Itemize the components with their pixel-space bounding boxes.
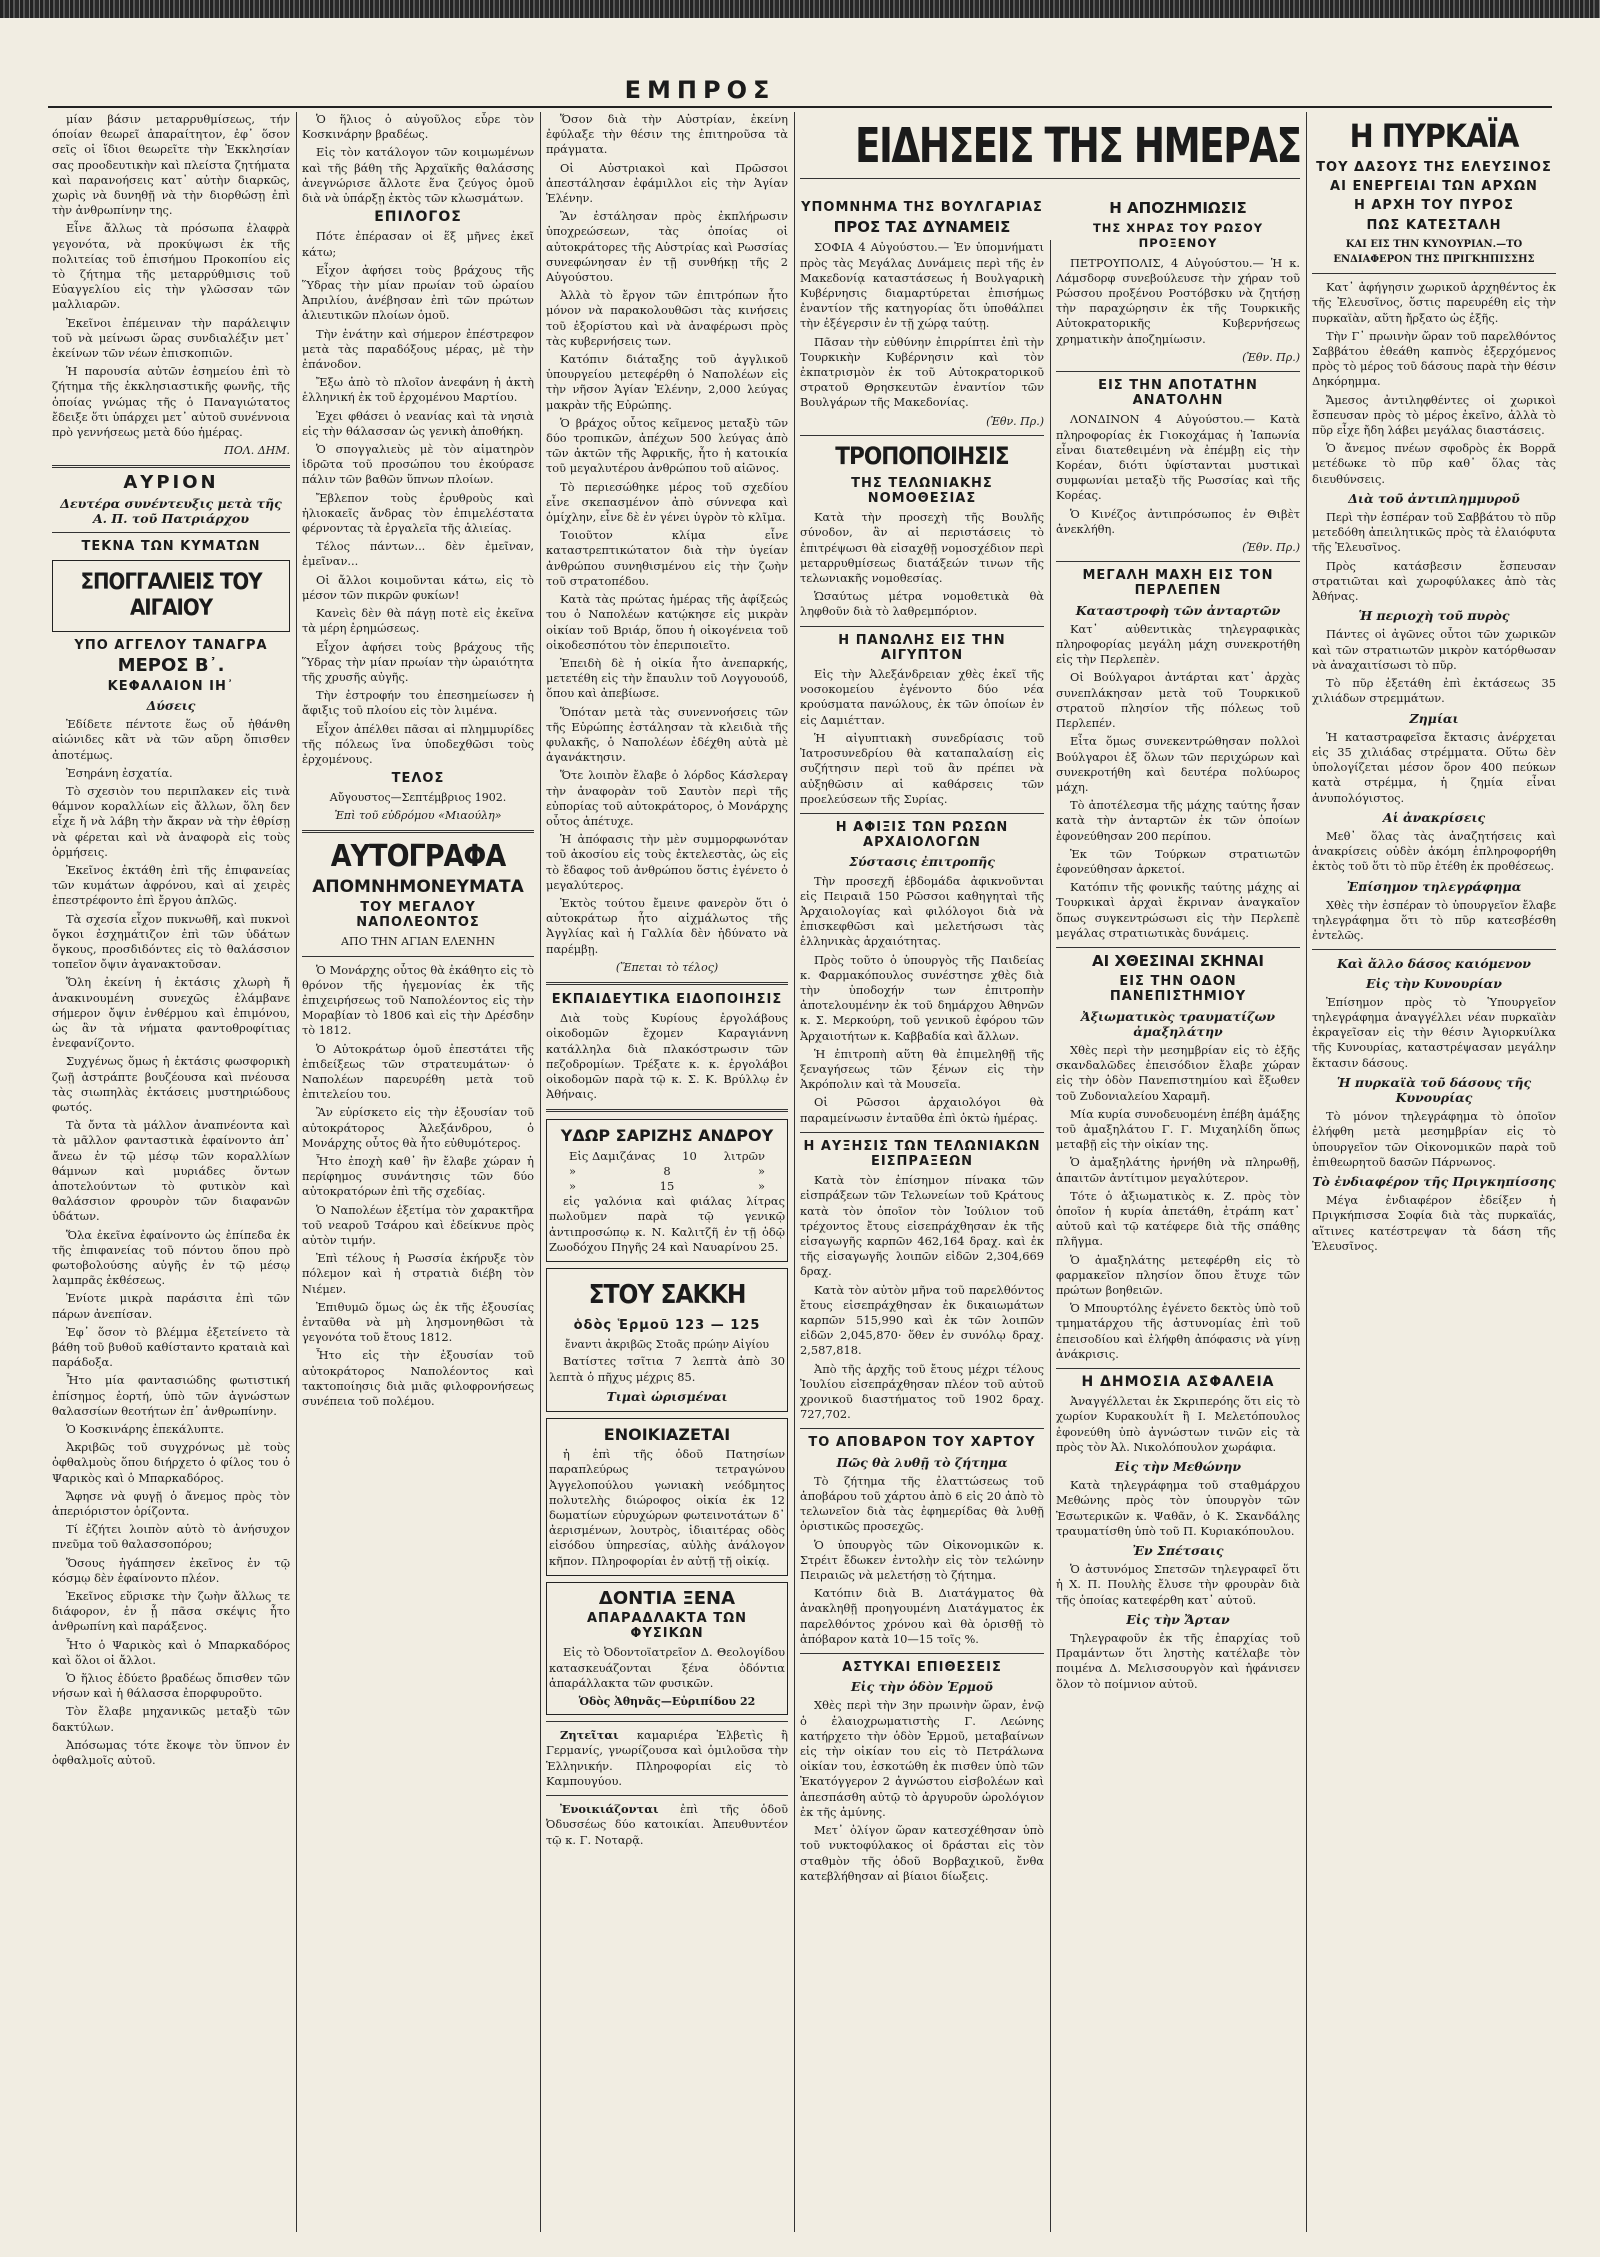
- paragraph: Τὴν ἐνάτην καὶ σήμερον ἐπέστρεφον μετὰ τὰς παραδόξους μέρας, μὲ τὴν ἐπάνοδον.: [302, 326, 534, 372]
- paragraph: Ὁ Αὐτοκράτωρ ὁμοῦ ἐπεστάτει τῆς ἐπιδείξεως τῶν στρατευμάτων· ὁ Ναπολέων παρευρέθη μετὰ τοῦ ἐπιτελείου του.: [302, 1041, 534, 1102]
- paragraph: Οἱ Αὐστριακοὶ καὶ Πρῶσσοι ἀπεστάλησαν ἐφάμιλλοι εἰς τὴν Ἁγίαν Ἑλένην.: [546, 160, 788, 206]
- source: (Ἐθν. Πρ.): [1242, 541, 1300, 555]
- paragraph: Τηλεγραφοῦν ἐκ τῆς ἐπαρχίας τοῦ Πραμάντων ὅτι ληστὴς κατέλαβε τὸν ποιμένα Δ. Μελισσουργὸν καὶ ἠφάνισεν ὅλον τὸ ποίμνιον αὐτοῦ.: [1056, 1631, 1300, 1691]
- price-label: Εἰς Δαμιζάνας: [569, 1148, 656, 1163]
- ad-title: ΥΔΩΡ ΣΑΡΙΖΗΣ ΑΝΔΡΟΥ: [560, 1126, 774, 1146]
- ad-body: Διὰ τοὺς Κυρίους ἐργολάβους οἰκοδομῶν ἔχομεν Καραγιάννη κατάλληλα διὰ πλακόστρωσιν τῶν πεζοδρομίων. Τρέξατε κ. κ. ἐργολάβοι οἰκοδομῶν παρὰ τῷ κ. Σ. Κ. Βρύλλῳ ἐν Ἀθήναις.: [546, 1011, 788, 1102]
- section-subheading: Αἱ ἀνακρίσεις: [1382, 809, 1486, 825]
- article-title: Η ΑΠΟΖΗΜΙΩΣΙΣ: [1109, 199, 1247, 217]
- paragraph: Ἡ αἰγυπτιακὴ συνεδρίασις τοῦ Ἰατροσυνεδρίου θὰ καταπαλαίσῃ εἰς συζήτησιν περὶ τοῦ ἂν πρέπει νὰ αὐξηθῶσιν αἱ καθάρσεις τῶν προελεύσεων τῆς Συρίας.: [800, 730, 1044, 806]
- paragraph: Τὸ περιεσώθηκε μέρος τοῦ σχεδίου εἶνε σκεπασμένον ἀπὸ σύννεφα καὶ ὁμίχλην, εἶνε δὲ ἐν γένει ὑγρὸν τὸ κλῖμα.: [546, 479, 788, 525]
- paragraph: Χθὲς περὶ τὴν μεσημβρίαν εἰς τὸ ἐξῆς σκανδαλῶδες ἐπεισόδιον ἔλαβε χώραν εἰς τὴν ὁδὸν Πανεπιστημίου καὶ ἔξωθεν τοῦ Ζυδονιαλείου Χαραμῆ.: [1056, 1042, 1300, 1103]
- column-rule: [540, 112, 541, 2232]
- serial-title: ΣΠΟΓΓΑΛΙΕΙΣ ΤΟΥ ΑΙΓΑΙΟΥ: [80, 570, 262, 622]
- ad-note: Τιμαὶ ὡρισμέναι: [606, 1388, 728, 1404]
- divider: [800, 178, 1300, 179]
- fire-subtitle-4: ΠΩΣ ΚΑΤΕΣΤΑΛΗ: [1366, 217, 1502, 233]
- article-title: ΤΟ ΑΠΟΒΑΡΟΝ ΤΟΥ ΧΑΡΤΟΥ: [808, 1435, 1036, 1451]
- article-title: ΑΙ ΧΘΕΣΙΝΑΙ ΣΚΗΝΑΙ: [1092, 951, 1264, 970]
- news-header: [800, 112, 1300, 185]
- paragraph: Ὅτε λοιπὸν ἔλαβε ὁ λόρδος Κάσλεραγ τὴν ἀναφορὰν τοῦ Σαυτὸν περὶ τῆς εὐπορίας τοῦ αὐτοκράτορος, ὁ Μονάρχης οὗτος ἀπέτυχε.: [546, 768, 788, 828]
- paragraph: Ἦτο εἰς τὴν ἐξουσίαν τοῦ αὐτοκράτορος Ναπολέοντος καὶ τακτοποίησις διὰ μιᾶς φιλοφρονήσεως συνέπεια τοῦ πολέμου.: [302, 1348, 534, 1409]
- paragraph: Περὶ τὴν ἑσπέραν τοῦ Σαββάτου τὸ πῦρ μετεδόθη ἀπειλητικῶς πρὸς τὰ ἐλαιόφυτα τῆς Ἐλευσῖνος.: [1312, 510, 1556, 555]
- serial-part: ΜΕΡΟΣ Β᾽.: [117, 655, 225, 677]
- ad-body: εἰς γαλόνια καὶ φιάλας λίτρας πωλοῦμεν παρὰ τῷ γενικῷ ἀντιπροσώπῳ κ. Ν. Καλιτζῆ ἐν τῇ ὁδῷ Ζωοδόχου Πηγῆς 24 καὶ Ναυαρίνου 25.: [549, 1194, 785, 1254]
- paragraph: Ἐκεῖνος εὕρισκε τὴν ζωὴν ἄλλως τε διάφορον, ἐν ᾗ πᾶσα σκέψις ἦτο ἀνθρωπίνη καὶ παράξενος.: [52, 1589, 290, 1634]
- chapter-title: Δύσεις: [146, 697, 196, 713]
- ad-title: ΣΤΟΥ ΣΑΚΚΗ: [588, 1280, 746, 1311]
- paragraph: Ἄμεσος ἀντιληφθέντες οἱ χωρικοὶ ἔσπευσαν πρὸς τὸ μέρος ἐκεῖνο, ἀλλὰ τὸ πῦρ εἶχε ἤδη λάβει μεγάλας διαστάσεις.: [1312, 392, 1556, 438]
- divider: [302, 956, 534, 957]
- fire-title: Η ΠΥΡΚΑΪΑ: [1349, 117, 1519, 155]
- paragraph: Ἂν εὑρίσκετο εἰς τὴν ἐξουσίαν τοῦ αὐτοκράτορος Ἀλεξάνδρου, ὁ Μονάρχης οὗτος θὰ ἦτο εὐθυμότερος.: [302, 1105, 534, 1150]
- paragraph: Τὸν ἔλαβε μηχανικῶς μεταξὺ τῶν δακτύλων.: [52, 1704, 290, 1734]
- paragraph: Εἰς τὴν Ἀλεξάνδρειαν χθὲς ἐκεῖ τῆς νοσοκομείου ἐγένοντο δύο νέα κρούσματα πανώλους, ἐκ τῶν ὁποίων ἐν εἰς Δαμιέτταν.: [800, 667, 1044, 727]
- fire-subtitle-2: ΑΙ ΕΝΕΡΓΕΙΑΙ ΤΩΝ ΑΡΧΩΝ: [1330, 179, 1538, 195]
- paragraph: Εἶνε ἄλλως τὰ πρόσωπα ἐλαφρὰ γεγονότα, νὰ προκύψωσι ἐκ τῆς πολιτείας τοῦ ἐπισήμου Προκοπίου εἰς τὸ ζήτημα τῆς μεταρρύθμισις τοῦ Εὐαγγελίου εἰς τὴν γλῶσσαν τῶν μαλλιαρῶν.: [52, 221, 290, 312]
- paragraph: Κατὰ τὴν προσεχὴ τῆς Βουλῆς σύνοδον, ἂν αἱ περιστάσεις τὸ ἐπιτρέψωσι θὰ εἰσαχθῇ νομοσχέδιον περὶ μεταρρυθμίσεως διατάξεών τινων τῆς τελωνιακῆς νομοθεσίας.: [800, 510, 1044, 586]
- paragraph: Χθὲς περὶ τὴν 3ην πρωινὴν ὥραν, ἐνῷ ὁ ἐλαιοχρωματιστὴς Γ. Λεώνης κατήρχετο τὴν ὁδὸν Ἑρμοῦ, μεταβαίνων εἰς τὴν οἰκίαν του εἰς τὸ Πετράλωνα οἰκίαν του, ἐσκοτώθη ἐκ πισθεν ὑπὸ τῶν Ἐκατόγγερον 2 ἀγνώστου εἰσβολέων καὶ ἀπεσπάσθη αὐτῷ τὸ ἀργυροῦν ὡρολόγιον ἐκ τῆς ἀμύνης.: [800, 1698, 1044, 1819]
- paragraph: Ὁ ἀμαξηλάτης μετεφέρθη εἰς τὸ φαρμακεῖον πλησίον ὅπου ἔτυχε τῶν πρώτων βοηθειῶν.: [1056, 1252, 1300, 1297]
- ad-title: Ἐνοικιάζονται: [560, 1802, 659, 1817]
- paragraph: Κατὰ τὸν αὐτὸν μῆνα τοῦ παρελθόντος ἔτους εἰσεπράχθησαν ἐκ δικαιωμάτων καρπῶν 515,990 καὶ ἐκ τῶν λοιπῶν εἰδῶν 2,045,870· ὅθεν ἐν συνόλῳ δραχ. 2,587,818.: [800, 1282, 1044, 1358]
- paragraph: Εἶτα ὅμως συνεκεντρώθησαν πολλοὶ Βούλγαροι ἐξ ὅλων τῶν περιχώρων καὶ συνεκροτήθη καὶ δευτέρα πολύωρος μάχη.: [1056, 734, 1300, 794]
- paragraph: Κατ᾽ αὐθεντικὰς τηλεγραφικὰς πληροφορίας μεγάλη μάχη συνεκροτήθη εἰς τὴν Περλεπὲν.: [1056, 621, 1300, 667]
- divider: [546, 1721, 788, 1722]
- autographs-subtitle-2: ΤΟΥ ΜΕΓΑΛΟΥ ΝΑΠΟΛΕΟΝΤΟΣ: [356, 899, 480, 931]
- paragraph: Τέλος πάντων... δὲν ἐμεῖναν, ἐμεῖναν...: [302, 539, 534, 569]
- source: (Ἐθν. Πρ.): [1242, 350, 1300, 364]
- section-subheading: Καὶ ἄλλο δάσος καιόμενον: [1336, 956, 1531, 972]
- paragraph: Κανεὶς δὲν θὰ πάγῃ ποτὲ εἰς ἐκεῖνα τὰ μέρη ἐρημώσεως.: [302, 606, 534, 636]
- article-subtitle: ΕΙΣ ΤΗΝ ΟΔΟΝ ΠΑΝΕΠΙΣΤΗΜΙΟΥ: [1109, 974, 1247, 1005]
- column-rule: [1306, 112, 1307, 2232]
- paragraph: Εἶχον ἀφήσει τοὺς βράχους τῆς Ὕδρας τὴν μίαν πρωίαν τοῦ ὡραίου Ἀπριλίου, ἀνέβησαν ἐπὶ τῶν πρώτων ἁλιευτικῶν πλοίων ὁμοῦ.: [302, 262, 534, 323]
- article-subtitle: Σύστασις ἐπιτροπῆς: [849, 854, 995, 870]
- divider: [800, 813, 1044, 814]
- paragraph: Μετ᾽ ὀλίγον ὥραν κατεσχέθησαν ὑπὸ τοῦ νυκτοφύλακος οἱ δράσται εἰς τὸν σταθμὸν τῆς ὁδοῦ Βορβαχικοῦ, ἔνθα κατεβλήθησαν αἱ βίαιοι δίωξεις.: [800, 1823, 1044, 1883]
- article-subtitle: Εἰς τὴν Ἄρταν: [1126, 1611, 1230, 1627]
- paragraph: Πάντες οἱ ἀγῶνες οὗτοι τῶν χωρικῶν καὶ τῶν στρατιωτῶν μικρὸν κατόρθωσαν νὰ ἀναχαιτίσωσι τὸ πῦρ.: [1312, 627, 1556, 672]
- paragraph: Ὅλα ἐκεῖνα ἐφαίνοντο ὡς ἐπίπεδα ἐκ τῆς ἐπιφανείας τοῦ πόντου ὅπου πρὸ φωτοβολούσης αὐγῆς ἐν τῷ μέσῳ λαμπρᾶς ἐκθέσεως.: [52, 1227, 290, 1288]
- fire-subtitle-5: ΚΑΙ ΕΙΣ ΤΗΝ ΚΥΝΟΥΡΙΑΝ.—ΤΟ ΕΝΔΙΑΦΕΡΟΝ ΤΗΣ ΠΡΙΓΚΗΠΙΣΣΗΣ: [1333, 238, 1535, 266]
- dentist-ad: [546, 1582, 788, 1715]
- paragraph: Ὁ Μονάρχης οὗτος θὰ ἐκάθητο εἰς τὸ θρόνον τῆς ἡγεμονίας ἐκ τῆς ἐπιχειρήσεως τοῦ Ναπολέοντος εἰς τὴν Μοραβίαν τὸ 1806 καὶ εἰς τὴν Δρέσδην τὸ 1812.: [302, 962, 534, 1038]
- section-subheading: Τὸ ἐνδιαφέρον τῆς Πριγκηπίσσης: [1312, 1173, 1556, 1189]
- paragraph: Ἦτο ὁ Ψαρικὸς καὶ ὁ Μπαρκαδόρος καὶ ὅλοι οἱ ἄλλοι.: [52, 1637, 290, 1667]
- paragraph: Εἶχον ἀπέλθει πᾶσαι αἱ πλημμυρίδες τῆς πόλεως ἵνα ὑποδεχθῶσι τοὺς ἐρχομένους.: [302, 721, 534, 766]
- serial-body: [52, 717, 290, 1768]
- paragraph: Ἐκ τῶν Τούρκων στρατιωτῶν ἐφονεύθησαν ἀρκετοί.: [1056, 846, 1300, 876]
- news-title: ΕΙΔΗΣΕΙΣ ΤΗΣ ΗΜΕΡΑΣ: [855, 118, 1301, 174]
- article-title: ΕΙΣ ΤΗΝ ΑΠΟΤΑΤΗΝ ΑΝΑΤΟΛΗΝ: [1098, 378, 1258, 409]
- epilogue-title: ΕΠΙΛΟΓΟΣ: [374, 209, 462, 226]
- paragraph: Ἐπειδὴ δὲ ἡ οἰκία ἦτο ἀνεπαρκής, μετετέθη εἰς τὴν ἔπαυλιν τοῦ Λογγουούδ, ὅπου καὶ ἀπεβίωσε.: [546, 655, 788, 701]
- paragraph: ΠΕΤΡΟΥΠΟΛΙΣ, 4 Αὐγούστου.— Ἡ κ. Λάμσδορφ συνεβούλευσε τὴν χήραν τοῦ Ρώσσου προξένου Ροστόβσκυ νὰ ζητήσῃ τὴν παραχώρησιν ἐκ τῆς Τουρκικῆς Αὐτοκρατορικῆς Κυβερνήσεως χρηματικὴν ἀποζημίωσιν.: [1056, 255, 1300, 346]
- paragraph: Ἐπιθυμῶ ὅμως ὡς ἐκ τῆς ἐξουσίας ἐνταῦθα νὰ μὴ λησμονηθῶσι τὰ γεγονότα τοῦ ἔτους 1812.: [302, 1299, 534, 1345]
- paragraph: Ὁ σπογγαλιεὺς μὲ τὸν αἱματηρὸν ἱδρῶτα τοῦ προσώπου του ἐκούρασε πάλιν τῶν βαθῶν ὕπνων πλοίων.: [302, 442, 534, 487]
- paragraph: Ἀναγγέλλεται ἐκ Σκριπερόης ὅτι εἰς τὸ χωρίον Κυρακουλίτ ἢ Ι. Μελετόπουλος ἐφονεύθη ὑπὸ ἀγνώστων τινῶν εἰς τὰ πρὸς τὸν Ἀλ. Νικολόπουλον χωράφια.: [1056, 1394, 1300, 1454]
- paragraph: Τὸ σχεσιὸν του περιπλακεν εἰς τινὰ θάμνον κοραλλίων εἰς ἄλλων, ὅλη δεν εἶχε ἤ νὰ λάβη τὴν ἄκραν νὰ τὴν ἐθρίσῃ νὰ φέρεται καὶ νὰ ἀναφορὰ εἰς τοὺς ὁρμήσεις.: [52, 783, 290, 859]
- serial-title-box: [52, 560, 290, 632]
- serial-chapter: ΚΕΦΑΛΑΙΟΝ ΙΗ᾽: [107, 678, 235, 694]
- serial-label: ΤΕΚΝΑ ΤΩΝ ΚΥΜΑΤΩΝ: [81, 539, 261, 555]
- paragraph: Ἐχει φθάσει ὁ νεανίας καὶ τὰ νησιὰ εἰς τὴν θάλασσαν ὡς γενικὴ ἀποθήκη.: [302, 408, 534, 438]
- paragraph: Οἱ ἄλλοι κοιμοῦνται κάτω, εἰς τὸ μέσον τῶν πικρῶν φυκίων!: [302, 572, 534, 602]
- price-unit: »: [757, 1163, 765, 1178]
- paragraph: Τί ἐζήτει λοιπὸν αὐτὸ τὸ ἀνήσυχον πνεῦμα τοῦ θαλασσοπόρου;: [52, 1522, 290, 1552]
- paragraph: Ὅσους ἠγάπησεν ἐκεῖνος ἐν τῷ κόσμῳ δὲν ἐφαίνοντο πλέον.: [52, 1555, 290, 1585]
- paragraph: Ἐσηράνη ἐσχατία.: [66, 765, 173, 780]
- price-label: »: [569, 1179, 577, 1193]
- paragraph: Ὁ ἥλιος ὁ αὐγοῦλος εὗρε τὸν Κοσκινάρην βραδέως.: [302, 112, 534, 142]
- divider: [302, 830, 534, 833]
- divider: [546, 1795, 788, 1796]
- paragraph: Ἀκριβῶς τοῦ συγχρόνως μὲ τοὺς ὀφθαλμοὺς ὅπου διήρχετο ὁ φίλος του ὁ Ψαρικὸς καὶ ὁ Μπαρκαδόρος.: [52, 1440, 290, 1485]
- paragraph: Κατὰ τὰς πρώτας ἡμέρας τῆς ἀφίξεώς του ὁ Ναπολέων κατῴκησε εἰς μικρὰν οἰκίαν τοῦ Βριάρ, ὅπου ἡ οἰκογένεια τοῦ οἰκοδεσπότου τὸν ἐπεριποιεῖτο.: [546, 592, 788, 652]
- section-subheading: Ἡ πυρκαϊὰ τοῦ δάσους τῆς Κυνουρίας: [1336, 1074, 1532, 1105]
- paragraph: Ἡ ἐπιτροπὴ αὕτη θὰ ἐπιμεληθῇ τῆς ξεναγήσεως τῶν ξένων εἰς τὴν Ἀκρόπολιν καὶ τὰ Μουσεῖα.: [800, 1046, 1044, 1092]
- article-title: ΑΣΤΥΚΑΙ ΕΠΙΘΕΣΕΙΣ: [842, 1660, 1002, 1676]
- end-place: Ἐπὶ τοῦ εὐδρόμου «Μιαούλη»: [334, 808, 502, 822]
- price-quantity: 15: [659, 1179, 675, 1193]
- paragraph: Ἡ ἀπόφασις τὴν μὲν συμμορφωνόταν τοῦ ἀκοσίου εἰς τοὺς ἐκτελεστὰς, ὡς εἰς τὸ ἔδαφος τοῦ ἀνθρώπου ὅστις ἐγένετο ὁ μεγαλύτερος.: [546, 832, 788, 892]
- article-subtitle: Καταστροφὴ τῶν ἀνταρτῶν: [1075, 602, 1281, 618]
- column-5: [1056, 196, 1300, 2232]
- paragraph: ΣΟΦΙΑ 4 Αὐγούστου.— Ἐν ὑπομνήματι πρὸς τὰς Μεγάλας Δυνάμεις περὶ τῆς ἐν Μακεδονίᾳ καταστάσεως ἡ Βουλγαρικὴ Κυβέρνησις διαμαρτύρεται ἐπισήμως ἐναντίον τῆς κατηγορίας ὅτι ὑποθάλπει τὴν ἐξέγερσιν ἐν τῇ χώρᾳ ταύτῃ.: [800, 240, 1044, 331]
- paragraph: μίαν βάσιν μεταρρυθμίσεως, τήν όποίαν θεωρεῖ ἀπαραίτητον, ἐφ᾽ ὅσον σεῖς οἱ ἴδιοι θεωρεῖτε τὴν Ἐκκλησίαν σας προοδευτικὴν καὶ πλείστα ζητήματα καὶ παρανοήσεις κατ᾽ αὐτὴν διαρκῶς, χωρὶς νὰ δυνηθῇ νὰ τὴν διορθώσῃ ἐπὶ τὴν ἀνθρωπίνην της.: [52, 112, 290, 218]
- ad-title: ΕΝΟΙΚΙΑΖΕΤΑΙ: [603, 1425, 731, 1445]
- paragraph: Ἐκτὸς τούτου ἔμεινε φανερὸν ὅτι ὁ αὐτοκράτωρ ἦτο αἰχμάλωτος τῆς Ἀγγλίας καὶ ἡ Γαλλία δὲν ἠδύνατο νὰ παρέμβῃ.: [546, 895, 788, 956]
- price-row: [549, 1179, 785, 1194]
- section-subheading: Διὰ τοῦ ἀντιπλημμυροῦ: [1348, 490, 1520, 506]
- ad-body: ἐπὶ τῆς ὁδοῦ Ὀδυσσέως δύο κατοικίαι. Ἀπευθυντέον τῷ κ. Γ. Νοταρᾷ.: [546, 1802, 788, 1847]
- paragraph: Τὸ ζήτημα τῆς ἐλαττώσεως τοῦ ἀποβάρου τοῦ χάρτου ἀπὸ 6 εἰς 20 ἀπὸ τὸ τελωνεῖον διὰ τὰς ἐφημερίδας θὰ λυθῇ ὁριστικῶς προσεχῶς.: [800, 1473, 1044, 1534]
- divider: [52, 465, 290, 468]
- paragraph: Οἱ Βούλγαροι ἀντάρται κατ᾽ ἀρχὰς συνεπλάκησαν μετὰ τοῦ Τουρκικοῦ στρατοῦ πλησίον τῆς πόλεως τοῦ Περλεπέν.: [1056, 670, 1300, 731]
- article-subtitle-2: Ἀξιωματικὸς τραυματίζων ἀμαξηλάτην: [1080, 1008, 1276, 1039]
- paragraph: Ἡ παρουσία αὐτῶν ἐσημείου ἐπὶ τὸ ζήτημα τῆς ἐκκλησιαστικῆς φωνῆς, τῆς ὁποίας γνώμας τῆς ὁ Παναγιώτατος ἔδειξε ὅτι ὑπάρχει μετ᾽ αὐτοῦ συνέννοια πρὸ γεννήσεως μετὰ δύο ἡμέρας.: [52, 364, 290, 440]
- signature: ΠΟΛ. ΔΗΜ.: [224, 444, 290, 458]
- column-6: [1312, 112, 1556, 2232]
- paragraph: Ὁ Μπουρτόλης ἐγένετο δεκτὸς ὑπὸ τοῦ τμηματάρχου τῆς ἀστυνομίας ἐπὶ τοῦ ἐπεισοδίου καὶ ἐλήφθη ἀπόφασις νὰ γίνῃ ἀνάκρισις.: [1056, 1301, 1300, 1361]
- paragraph: Ἡ καταστραφεῖσα ἔκτασις ἀνέρχεται εἰς 35 χιλιάδας στρέμματα. Οὕτω δὲν ὑπολογίζεται μέσον ὅρον 400 πεύκων κατὰ στρέμμα, ἡ ζημία εἶναι ἀνυπολόγιστος.: [1312, 729, 1556, 805]
- paragraph: Συχγένως ὅμως ἡ ἐκτάσις φωσφορικὴ ζωῇ ἀστράπτε βουζέουσα καὶ πνέουσα τὰς σιωπηλὰς ἐκτάσεις μυστηριώδους φωτός.: [52, 1054, 290, 1114]
- paragraph: Ὁ ἀστυνόμος Σπετσῶν τηλεγραφεῖ ὅτι ἡ Χ. Π. Πουλὴς ἔλυσε τὴν φρουρὰν διὰ τῆς ὁποίας κατεφέρθη κατ᾽ αὐτοῦ.: [1056, 1562, 1300, 1607]
- rent-ad: [546, 1418, 788, 1576]
- paragraph: Μεθ᾽ ὅλας τὰς ἀναζητήσεις καὶ ἀνακρίσεις οὐδὲν ἀκόμη ἐπληροφορήθη ἐκτὸς τοῦ ὅτι τὸ πῦρ ἐτέθη ἐκ προθέσεως.: [1312, 828, 1556, 874]
- paragraph: Ὅπόταν μετὰ τὰς συνεννοήσεις τῶν τῆς Εὐρώπης ἐστάλησαν τὰ κλειδιὰ τῆς φυλακῆς, ὁ Ναπολέων ἐδέχθη αὐτὰ μὲ ἀγανάκτησιν.: [546, 704, 788, 765]
- ad-title: ΕΚΠΑΙΔΕΥΤΙΚΑ ΕΙΔΟΠΟΙΗΣΙΣ: [551, 991, 783, 1007]
- article-title: ΤΡΟΠΟΠΟΙΗΣΙΣ: [835, 441, 1009, 470]
- paragraph: Τὴν Γ᾽ πρωινὴν ὥραν τοῦ παρελθόντος Σαββάτου ἐθεάθη καπνὸς ἐξερχόμενος πρὸς τὸ μέρος τοῦ δάσους παρὰ τὴν θέσιν Δηκόρημμα.: [1312, 328, 1556, 389]
- divider: [800, 1132, 1044, 1133]
- ad-body: καμαριέρα Ἑλβετὶς ἢ Γερμανίς, γνωρίζουσα καὶ ὁμιλοῦσα τὴν Ἑλληνικήν. Πληροφορίαι εἰς τὸ Καμπουγύου.: [546, 1728, 788, 1788]
- paragraph: Εἶχον ἀφήσει τοὺς βράχους τῆς Ὕδρας τὴν μίαν πρωίαν τὴν ὡραιότητα τῆς χρυσῆς αὐγῆς.: [302, 639, 534, 684]
- paragraph: Ὁ ὑπουργὸς τῶν Οἰκονομικῶν κ. Στρέιτ ἔδωκεν ἐντολὴν εἰς τὸν τελώνην Πειραιῶς νὰ μελετήσῃ τὸ ζήτημα.: [800, 1537, 1044, 1583]
- price-row: [549, 1164, 785, 1179]
- divider: [800, 626, 1044, 627]
- intro-article: [52, 112, 290, 440]
- article-subtitle: ΠΡΟΣ ΤΑΣ ΔΥΝΑΜΕΙΣ: [833, 218, 1011, 237]
- end-label: ΤΕΛΟΣ: [391, 771, 445, 787]
- paragraph: Μέγα ἐνδιαφέρον ἐδείξεν ἡ Πριγκήπισσα Σοφία διὰ τὰς πυρκαϊάς, αἵτινες κατέστρεψαν τὰ δάση τῆς Ἐλευσῖνος.: [1312, 1193, 1556, 1253]
- divider: [1056, 947, 1300, 948]
- paragraph: Ἔβλεπον τοὺς ἐρυθροὺς καὶ ἠλιοκαεῖς ἄνδρας τὸν ἐπιμελέστατα φέρνοντας τὰ ἐργαλεῖα τῆς ἁλιείας.: [302, 490, 534, 536]
- column-4: [800, 196, 1044, 2232]
- paragraph: Χθὲς τὴν ἑσπέραν τὸ ὑπουργεῖον ἔλαβε τηλεγράφημα ὅτι τὸ πῦρ κατεσβέσθη ἐντελῶς.: [1312, 897, 1556, 943]
- ad-title: ΔΟΝΤΙΑ ΞΕΝΑ: [598, 1587, 736, 1609]
- paragraph: Ἐδίδετε πέντοτε ἕως οὗ ἠθάνθη αἰώνιδες κἂτ νὰ τῶν αὔρη ὄπισθεν ἀποτέμως.: [52, 717, 290, 762]
- price-row: [549, 1149, 785, 1164]
- paragraph: Ἀπόσωμας τότε ἔκοψε τὸν ὕπνον ἐν ὀφθαλμοῖς αὐτοῦ.: [52, 1737, 290, 1768]
- divider: [1056, 371, 1300, 372]
- paragraph: Ὡσαύτως μέτρα νομοθετικὰ θὰ ληφθοῦν διὰ τὸ λαθρεμπόριον.: [800, 589, 1044, 619]
- continued-note: (Ἕπεται τὸ τέλος): [615, 960, 719, 974]
- paragraph: Τὰ σχεσία εἶχον πυκνωθῆ, καὶ πυκνοὶ ὄγκοι ἐσχημάτιζον ἐπὶ τῶν ὑδάτων ὄγκους, προσδιδόντες εἰς τὸ θαλάσσιον τοπεῖον ὄψιν ἀγανακτοῦσαν.: [52, 911, 290, 972]
- price-unit: »: [757, 1179, 765, 1193]
- divider: [52, 532, 290, 533]
- article-subtitle: ΤΗΣ ΧΗΡΑΣ ΤΟΥ ΡΩΣΟΥ ΠΡΟΞΕΝΟΥ: [1092, 221, 1264, 251]
- serial-author: ΥΠΟ ΑΓΓΕΛΟΥ ΤΑΝΑΓΡΑ: [74, 638, 268, 654]
- section-subheading: Ζημίαι: [1409, 710, 1459, 726]
- paragraph: Κατὰ τὸν ἐπίσημον πίνακα τῶν εἰσπράξεων τῶν Τελωνείων τοῦ Κράτους κατὰ τὸν ὁποῖον τὸν Ἰούλιον τοῦ τρέχοντος ἔτους εἰσεπράχθησαν ἐκ τῆς εἰσαγωγῆς καρπῶν 462,164 δραχ. καὶ ἐκ τῆς εἰσαγωγῆς λοιπῶν εἰδῶν 2,304,669 δραχ.: [800, 1173, 1044, 1279]
- masthead: ΕΜΠΡΟΣ: [624, 76, 776, 104]
- paragraph: Πότε ἐπέρασαν οἱ ἕξ μῆνες ἐκεῖ κάτω;: [302, 229, 534, 259]
- paragraph: Ὁ ἄνεμος πνέων σφοδρὸς ἐκ Βορρᾶ μετέδωκε τὸ πῦρ καθ᾽ ὅλας τὰς διευθύνσεις.: [1312, 441, 1556, 486]
- water-ad: [546, 1119, 788, 1262]
- ad-address: ὁδὸς Ἑρμοῦ 123 — 125: [573, 1318, 761, 1334]
- paragraph: Κατὰ τηλεγράφημα τοῦ σταθμάρχου Μεθώνης πρὸς τὸν ὑπουργὸν τῶν Ἐσωτερικῶν κ. Ψαθᾶν, ὁ Κ. Σκανδάλης τραυματίσθη ὑπὸ τοῦ Π. Κυριακόπουλου.: [1056, 1478, 1300, 1538]
- paragraph: Ὁ Κινέζος ἀντιπρόσωπος ἐν Θιβὲτ ἀνεκλήθη.: [1056, 506, 1300, 536]
- paragraph: Ὁ Κοσκινάρης ἐπεκάλυπτε.: [66, 1422, 225, 1437]
- source: (Ἐθν. Πρ.): [986, 414, 1044, 428]
- section-subheading: Δευτέρα συνέντευξις μετὰ τῆς Α. Π. τοῦ Πατριάρχου: [60, 495, 282, 526]
- ad-address: Ὁδὸς Ἀθηνᾶς—Εὐριπίδου 22: [578, 1695, 756, 1709]
- column-3: [546, 112, 788, 2232]
- paragraph: Ὅσον διὰ τὴν Αὐστρίαν, ἐκείνη ἐφύλαξε τὴν θέσιν της ἐπιτηροῦσα τὰ πράγματα.: [546, 112, 788, 157]
- price-label: »: [569, 1163, 577, 1178]
- fire-subtitle-3: Η ΑΡΧΗ ΤΟΥ ΠΥΡΟΣ: [1353, 198, 1515, 214]
- column-rule: [1050, 240, 1051, 2232]
- paragraph: Ἐκεῖνοι ἐπέμειναν τὴν παράλειψιν τοῦ νὰ μείνωσι ὥρας συνδιαλέξιν μετ᾽ ἐκείνων τῶν νέων ἐπισκοπιῶν.: [52, 315, 290, 361]
- column-2: [302, 112, 534, 2232]
- article-title: Η ΔΗΜΟΣΙΑ ΑΣΦΑΛΕΙΑ: [1081, 1374, 1275, 1391]
- paragraph: Ὁ βράχος οὗτος κεῖμενος μεταξὺ τῶν δύο τροπικῶν, ἀπέχων 500 λεύγας ἀπὸ τῶν ἀκτῶν τῆς Ἀφρικῆς, ἦτο ἡ κατοικία τοῦ μεγαλυτέρου ἀνθρώπου τοῦ αἰῶνος.: [546, 415, 788, 476]
- rent-small-ad: [546, 1802, 788, 1848]
- price-quantity: 10: [682, 1148, 697, 1163]
- section-subheading: Εἰς τὴν Κυνουρίαν: [1366, 975, 1502, 991]
- paragraph: Ἐνίοτε μικρὰ παράσιτα ἐπὶ τῶν πάρων ἀνεπίσαν.: [52, 1291, 290, 1321]
- paragraph: Τὸ μόνον τηλεγράφημα τὸ ὁποῖον ἐλήφθη μετὰ μεσημβρίαν εἰς τὸ ὑπουργεῖον τῶν Οἰκονομικῶν παρὰ τοῦ ἐπιθεωρητοῦ δασῶν Πάρνωνος.: [1312, 1109, 1556, 1169]
- divider: [800, 1428, 1044, 1429]
- paragraph: Ἐπίσημον πρὸς τὸ Ὑπουργεῖον τηλεγράφημα ἀναγγέλλει νέαν πυρκαϊὰν ἐκραγεῖσαν εἰς τὴν θέσιν Ἀγιορκυίλκα τῆς Κυνουρίας, καταστρέψασαν μεγάλην ἔκτασιν δάσους.: [1312, 994, 1556, 1070]
- column-rule: [296, 112, 297, 2232]
- article-title: Η ΑΦΙΞΙΣ ΤΩΝ ΡΩΣΩΝ ΑΡΧΑΙΟΛΟΓΩΝ: [835, 819, 1009, 851]
- paragraph: Τοιοῦτον κλίμα εἶνε καταστρεπτικώτατον διὰ τὴν ὑγείαν ἀνθρώπου συνηθισμένου εἰς τὴν ζωὴν τοῦ στρατοπέδου.: [546, 528, 788, 588]
- article-subtitle: Ἐν Σπέτσαις: [1132, 1543, 1224, 1559]
- article-subtitle: Εἰς τὴν ὁδὸν Ἑρμοῦ: [851, 1679, 993, 1695]
- article-title: ΥΠΟΜΝΗΜΑ ΤΗΣ ΒΟΥΛΓΑΡΙΑΣ: [801, 200, 1043, 215]
- paragraph: Ἦτο μία φαντασιώδης φωτιστική ἐπίσημος ἑορτή, ὑπὸ τῶν ἀγνώστων θαλασσίων θεοτήτων ἐπ᾽ ἀνθρωπίνην.: [52, 1373, 290, 1418]
- paragraph: ΛΟΝΔΙΝΟΝ 4 Αὐγούστου.— Κατὰ πληροφορίας ἐκ Γιοκοχάμας ἡ Ἰαπωνία εἶναι διατεθειμένη νὰ ἐπέμβῃ εἰς τὴν Κορέαν, διότι ὑφίστανται μυστικαὶ συμφωνίαι μεταξὺ τῆς Ρωσσίας καὶ τῆς Κορέας.: [1056, 412, 1300, 503]
- paragraph: Τὸ πῦρ ἐξετάθη ἐπὶ ἐκτάσεως 35 χιλιάδων στρεμμάτων.: [1312, 676, 1556, 706]
- paragraph: Τὴν προσεχῆ ἑβδομάδα ἀφικνοῦνται εἰς Πειραιᾶ 150 Ρῶσσοι καθηγηταὶ τῆς Ἀρχαιολογίας καὶ φιλόλογοι διὰ νὰ ἐπισκεφθῶσι καὶ μελετήσωσι τὰς ἑλληνικὰς ἀρχαιότητας.: [800, 873, 1044, 949]
- paragraph: Οἱ Ρῶσσοι ἀρχαιολόγοι θὰ παραμείνωσιν ἐνταῦθα ἐπὶ ὀκτὼ ἡμέρας.: [800, 1095, 1044, 1125]
- ad-subtitle: ΑΠΑΡΑΔΛΑΚΤΑ ΤΩΝ ΦΥΣΙΚΩΝ: [586, 1611, 748, 1642]
- price-unit: λιτρῶν: [723, 1148, 765, 1163]
- article-title: Η ΑΥΞΗΣΙΣ ΤΩΝ ΤΕΛΩΝΙΑΚΩΝ ΕΙΣΠΡΑΞΕΩΝ: [803, 1138, 1041, 1169]
- paragraph: Τότε ὁ ἀξιωματικὸς κ. Ζ. πρὸς τὸν ὁποῖον ἡ κυρία ἀπετάθη, ἐτράπη κατ᾽ αὐτοῦ καὶ τῷ κατέφερε διὰ τῆς σπάθης πλῆγμα.: [1056, 1188, 1300, 1249]
- divider: [1056, 1368, 1300, 1369]
- article-title: ΜΕΓΑΛΗ ΜΑΧΗ ΕΙΣ ΤΟΝ ΠΕΡΛΕΠΕΝ: [1082, 568, 1274, 599]
- paragraph: Κατόπιν τῆς φονικῆς ταύτης μάχης αἱ Τουρκικαὶ ἀρχαὶ ἔκριναν ἀναγκαῖον ὅπως συγκεντρώσωσι εἰς τὴν Περλεπὲ μεγάλας στρατιωτικὰς δυνάμεις.: [1056, 880, 1300, 940]
- wanted-ad: [546, 1728, 788, 1789]
- divider: [1312, 949, 1556, 950]
- scan-top-band: [0, 0, 1600, 18]
- autographs-subtitle-3: ΑΠΟ ΤΗΝ ΑΓΙΑΝ ΕΛΕΝΗΝ: [341, 935, 495, 949]
- paragraph: Τὸ ἀποτέλεσμα τῆς μάχης ταύτης ἦσαν κατὰ τὴν ἀνταρτῶν ἐκ τῶν ὁποίων ἐφονεύθησαν 200 περίπου.: [1056, 798, 1300, 843]
- paragraph: Ἐφ᾽ ὅσον τὸ βλέμμα ἐξετείνετο τὰ βάθη τοῦ βυθοῦ καθίσταντο κραταιὰ καὶ παράδοξα.: [52, 1324, 290, 1370]
- paragraph: Ἀπὸ τῆς ἀρχῆς τοῦ ἔτους μέχρι τέλους Ἰουλίου εἰσεπράχθησαν πλέον τοῦ αὐτοῦ χρονικοῦ διαστήματος τοῦ 1902 δραχ. 727,702.: [800, 1361, 1044, 1422]
- sakkh-ad: [546, 1268, 788, 1412]
- divider: [1312, 273, 1556, 274]
- section-subheading: Ἡ περιοχὴ τοῦ πυρὸς: [1358, 608, 1510, 624]
- paragraph: Κατόπιν διὰ Β. Διατάγματος θὰ ἀνακληθῇ προηγουμένη Διατάγματος ἐκ παρελθόντος χρόνου καὶ θὰ ὁρισθῇ τὸ ἀπόβαρον κατὰ 10—15 τοῖς %.: [800, 1586, 1044, 1646]
- ad-subtitle: ἔναντι ἀκριβῶς Στοᾶς πρώην Αἰγίου: [564, 1338, 770, 1352]
- article-title: Η ΠΑΝΩΛΗΣ ΕΙΣ ΤΗΝ ΑΙΓΥΠΤΟΝ: [838, 632, 1006, 663]
- paragraph: Πρὸς τοῦτο ὁ ὑπουργὸς τῆς Παιδείας κ. Φαρμακόπουλος συνέστησε χθὲς διὰ τὴν ὑποδοχήν των ἐπιτροπὴν ἀποτελουμένην ἐκ τοῦ δημάρχου Ἀθηνῶν κ. Σ. Μερκούρη, τοῦ γενικοῦ ἐφόρου τῶν Ἀρχαιοτήτων κ. Καββαδία καὶ ἄλλων.: [800, 952, 1044, 1043]
- column-rule: [794, 112, 795, 2232]
- paragraph: Τὰ ὄντα τὰ μάλλον ἀναπνέοντα καὶ τὰ μᾶλλον φανταστικὰ ἐφαίνοντο ἀπ᾽ ἄνεω ἐν τῷ μέσῳ τῶν κοραλλίων θάμνων καὶ μυριάδες ὄντων ἀποτελούντων τὸ φυτικὸν καὶ θαλάσσιον φρουρὸν τῶν διαφανῶν ὑδάτων.: [52, 1118, 290, 1224]
- ad-body: Βατίστες τσῖτια 7 λεπτὰ ἀπὸ 30 λεπτὰ ὁ πῆχυς μέχρις 85.: [549, 1354, 785, 1384]
- paragraph: Εἰς τὸν κατάλογον τῶν κοιμωμένων καὶ τῆς βάθη τῆς Ἀρχαϊκῆς θαλάσσης ἀνεγνώρισε ἄλλοτε ἕνα ζεύγος ὁμοῦ διὰ νὰ ὑπάρξῃ ἐκτὸς τῶν κλωσμάτων.: [302, 145, 534, 206]
- end-date: Αὔγουστος—Σεπτέμβριος 1902.: [329, 791, 507, 805]
- paragraph: Ὁ ἥλιος ἐδύετο βραδέως ὄπισθεν τῶν νήσων καὶ ἡ θάλασσα ἐπορφυροῦτο.: [52, 1671, 290, 1701]
- paragraph: Ὁ ἀμαξηλάτης ἠρνήθη νὰ πληρωθῇ, ἀπαιτῶν ἀντίτιμον μεγαλύτερον.: [1056, 1155, 1300, 1185]
- paragraph: Ἔξω ἀπὸ τὸ πλοῖον ἀνεφάνη ἡ ἀκτὴ ἑλληνική ἐκ τοῦ ἐρχομένου Μαρτίου.: [302, 375, 534, 405]
- section-subheading: Ἐπίσημον τηλεγράφημα: [1346, 878, 1522, 894]
- paragraph: Τὴν ἐστροφήν του ἐπεσημείωσεν ἡ ἄφιξις τοῦ πλοίου εἰς τὸν λιμένα.: [302, 688, 534, 718]
- paragraph: Ἐκεῖνος ἐκτάθη ἐπὶ τῆς ἐπιφανείας τῶν κυμάτων ἀφρόνου, καὶ αἱ χειρὲς ἐπεστρέφοντο ἐπὶ ἔργου ἀπλῶς.: [52, 862, 290, 908]
- divider: [1056, 561, 1300, 562]
- section-heading: ΑΥΡΙΟΝ: [123, 472, 219, 494]
- ad-body: ἡ ἐπὶ τῆς ὁδοῦ Πατησίων παραπλεύρως τετραγώνου Ἀγγελοπούλου γωνιακὴ νεόδμητος πολυτελὴς διώροφος οἰκία ἐκ 12 δωματίων εὐρυχώρων φωτεινοτάτων δ᾽ ἀερισμένων, λουτρὸς, ἰδιαιτέρας οδὸς εἰσόδου ὑπηρεσίας, αὐλὴς ἀνάλογον κῆπον. Πληροφορίαι ἐν αὐτῇ τῇ οἰκίᾳ.: [549, 1447, 785, 1568]
- paragraph: Ἄφησε νὰ φυγῇ ὁ ἄνεμος πρὸς τὸν ἀπεριόριστον ὁρίζοντα.: [52, 1488, 290, 1519]
- paragraph: Πᾶσαν τὴν εὐθύνην ἐπιρρίπτει ἐπὶ τὴν Τουρκικὴν Κυβέρνησιν καὶ τὸν ἐκπατρισμὸν ἐκ τοῦ Αὐτοκρατορικοῦ στρατοῦ Θρησκευτῶν ἐναντίον τῶν Βουλγάρων τῆς Μακεδονίας.: [800, 334, 1044, 410]
- autographs-subtitle: ΑΠΟΜΝΗΜΟΝΕΥΜΑΤΑ: [312, 876, 524, 897]
- header-rule: [48, 106, 1552, 108]
- divider: [800, 1653, 1044, 1654]
- paragraph: Ὅλη ἐκείνη ἡ ἐκτάσις χλωρὴ ἤ ἀνακινουμένη συνεχῶς ἐλάμβανε σήμερον ὄψιν ἐνθέρμου καὶ ἐπιμόνου, ὡς ἂν τὰ νήματα φαντοθροφίτιας ἐνεφανίζοντο.: [52, 975, 290, 1051]
- autographs-title: ΑΥΤΟΓΡΑΦΑ: [330, 838, 506, 874]
- article-subtitle: Πῶς θὰ λυθῇ τὸ ζήτημα: [836, 1454, 1008, 1470]
- article-subtitle: ΤΗΣ ΤΕΛΩΝΙΑΚΗΣ ΝΟΜΟΘΕΣΙΑΣ: [851, 475, 993, 507]
- ad-title: Ζητεῖται: [560, 1728, 619, 1743]
- paragraph: Ἀλλὰ τὸ ἔργον τῶν ἐπιτρόπων ἦτο μόνον νὰ παρακολουθῶσι τὰς κινήσεις τοῦ ἐξορίστου καὶ νὰ ἀναφέρωσι πρὸς τὰς κυβερνήσεις των.: [546, 288, 788, 348]
- paragraph: Ἐπὶ τέλους ἡ Ρωσσία ἐκήρυξε τὸν πόλεμον καὶ ἡ στρατιὰ διέβη τὸν Νιέμεν.: [302, 1251, 534, 1296]
- column-1: [52, 112, 290, 2232]
- fire-subtitle: ΤΟΥ ΔΑΣΟΥΣ ΤΗΣ ΕΛΕΥΣΙΝΟΣ: [1316, 160, 1552, 175]
- divider: [800, 435, 1044, 436]
- divider: [546, 1109, 788, 1112]
- article-subtitle: Εἰς τὴν Μεθώνην: [1114, 1459, 1242, 1475]
- paragraph: Πρὸς κατάσβεσιν ἔσπευσαν στρατιῶται καὶ χωροφύλακες ἀπὸ τὰς Ἀθήνας.: [1312, 558, 1556, 604]
- paragraph: Ὁ Ναπολέων ἐξετίμα τὸν χαρακτῆρα τοῦ νεαροῦ Τσάρου καὶ ἐδείκνυε πρὸς αὐτὸν τιμήν.: [302, 1202, 534, 1247]
- paragraph: Ἂν ἐστάλησαν πρὸς ἐκπλήρωσιν ὑποχρεώσεων, τὰς ὁποίας οἱ αὐτοκράτορες τῆς Αὐστρίας καὶ Ρωσσίας συνεφώνησαν ἐν τῇ συνθήκῃ τῆς 2 Αὐγούστου.: [546, 209, 788, 285]
- paragraph: Μία κυρία συνοδευομένη ἐπέβη ἁμάξης τοῦ ἀμαξηλάτου Γ. Γ. Μιχαηλίδη ὅπως μεταβῇ εἰς τὴν οἰκίαν της.: [1056, 1106, 1300, 1152]
- paragraph: Ἦτο ἐποχὴ καθ᾽ ἣν ἔλαβε χώραν ἡ περίφημος συνάντησις τῶν δύο αὐτοκρατόρων ἐπὶ τῆς σχεδίας.: [302, 1153, 534, 1199]
- divider: [546, 982, 788, 985]
- paragraph: Κατόπιν διάταξης τοῦ ἀγγλικοῦ ὑπουργείου μετεφέρθη ὁ Ναπολέων εἰς τὴν νῆσον Ἁγίαν Ἑλένην, 2,000 λεύγας μακρὰν τῆς Εὐρώπης.: [546, 352, 788, 412]
- paragraph: Κατ᾽ ἀφήγησιν χωρικοῦ ἀρχηθέντος ἐκ τῆς Ἐλευσῖνος, ὅστις παρευρέθη εἰς τὴν πυρκαϊὰν, αὕτη ἤρξατο ὡς ἑξῆς.: [1312, 280, 1556, 325]
- ad-body: Εἰς τὸ Ὀδοντοϊατρεῖον Δ. Θεολογίδου κατασκευάζονται ξένα ὀδόντια ἀπαράλλακτα τῶν φυσικῶν.: [549, 1645, 785, 1690]
- price-quantity: 8: [663, 1163, 671, 1178]
